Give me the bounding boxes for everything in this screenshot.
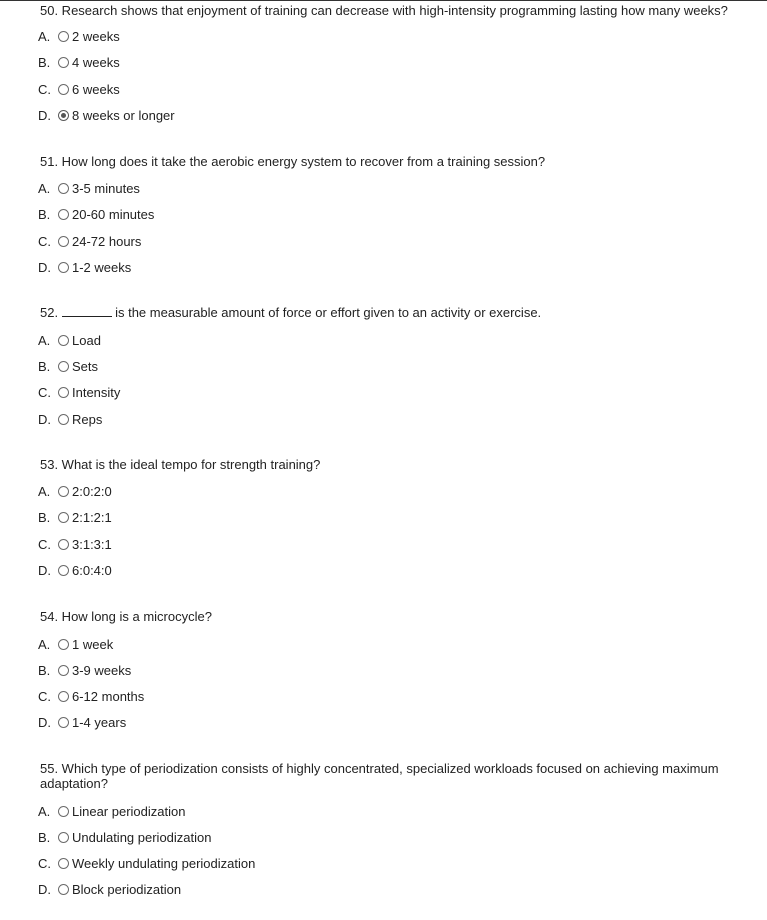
- q55-option-d[interactable]: [38, 880, 181, 898]
- option-label: Reps: [72, 411, 103, 427]
- option-letter: A.: [38, 28, 51, 44]
- radio-button[interactable]: [58, 183, 69, 194]
- radio-button[interactable]: [58, 858, 69, 869]
- radio-button[interactable]: [58, 717, 69, 728]
- option-label: 2:0:2:0: [72, 483, 112, 499]
- radio-button[interactable]: [58, 335, 69, 346]
- option-letter: B.: [38, 509, 51, 525]
- question-51-text: 51. How long does it take the aerobic energy system to recover from a training session?: [40, 154, 546, 169]
- radio-button[interactable]: [58, 884, 69, 895]
- option-letter: A.: [38, 332, 51, 348]
- option-letter: C.: [38, 233, 51, 249]
- option-label: 3:1:3:1: [72, 536, 112, 552]
- radio-button[interactable]: [58, 832, 69, 843]
- question-50-text: 50. Research shows that enjoyment of training can decrease with high-intensity programming lasting how many weeks?: [40, 3, 728, 18]
- option-letter: D.: [38, 562, 51, 578]
- radio-button[interactable]: [58, 512, 69, 523]
- radio-button[interactable]: [58, 262, 69, 273]
- q51-option-a[interactable]: [38, 179, 140, 197]
- question-54: [40, 609, 730, 624]
- radio-button[interactable]: [58, 565, 69, 576]
- option-letter: B.: [38, 829, 51, 845]
- radio-button[interactable]: [58, 31, 69, 42]
- q50-option-d[interactable]: [38, 106, 175, 124]
- option-label: 2 weeks: [72, 28, 120, 44]
- q50-option-b[interactable]: [38, 53, 120, 71]
- q52-option-d[interactable]: [38, 410, 102, 428]
- radio-button[interactable]: [58, 57, 69, 68]
- option-label: 4 weeks: [72, 54, 120, 70]
- radio-button[interactable]: [58, 387, 69, 398]
- fill-in-blank: [62, 305, 112, 317]
- option-label: 6:0:4:0: [72, 562, 112, 578]
- radio-button[interactable]: [58, 236, 69, 247]
- question-55-text: 55. Which type of periodization consists of highly concentrated, specialized workloads focused on achieving maximum adaptation?: [40, 761, 719, 791]
- q52-option-a[interactable]: [38, 331, 101, 349]
- q55-option-b[interactable]: [38, 828, 211, 846]
- radio-button[interactable]: [58, 414, 69, 425]
- q52-option-c[interactable]: [38, 383, 120, 401]
- radio-button[interactable]: [58, 486, 69, 497]
- top-divider: [0, 0, 767, 1]
- radio-button[interactable]: [58, 539, 69, 550]
- radio-button[interactable]: [58, 665, 69, 676]
- q54-option-b[interactable]: [38, 661, 131, 679]
- option-letter: D.: [38, 411, 51, 427]
- question-53-text: 53. What is the ideal tempo for strength training?: [40, 457, 321, 472]
- q54-option-c[interactable]: [38, 687, 144, 705]
- radio-button[interactable]: [58, 209, 69, 220]
- option-label: 1 week: [72, 636, 114, 652]
- option-letter: C.: [38, 536, 51, 552]
- question-53: [40, 457, 730, 472]
- option-label: Sets: [72, 358, 99, 374]
- option-letter: C.: [38, 855, 51, 871]
- q55-option-a[interactable]: [38, 802, 185, 820]
- option-letter: B.: [38, 662, 51, 678]
- option-label: 1-4 years: [72, 714, 127, 730]
- radio-button[interactable]: [58, 84, 69, 95]
- option-label: 2:1:2:1: [72, 509, 112, 525]
- option-letter: B.: [38, 206, 51, 222]
- q53-option-a[interactable]: [38, 482, 112, 500]
- radio-button[interactable]: [58, 639, 69, 650]
- q52-option-b[interactable]: [38, 357, 98, 375]
- q54-option-d[interactable]: [38, 713, 126, 731]
- option-label: Block periodization: [72, 881, 182, 897]
- option-label: 24-72 hours: [72, 233, 142, 249]
- q53-option-d[interactable]: [38, 561, 112, 579]
- option-letter: C.: [38, 688, 51, 704]
- option-letter: A.: [38, 483, 51, 499]
- q50-option-c[interactable]: [38, 80, 120, 98]
- question-52: [40, 305, 730, 320]
- option-label: Undulating periodization: [72, 829, 212, 845]
- option-label: Intensity: [72, 384, 121, 400]
- radio-button[interactable]: [58, 691, 69, 702]
- question-number: 52.: [40, 305, 59, 320]
- radio-button-selected[interactable]: [58, 110, 69, 121]
- option-label: 1-2 weeks: [72, 259, 132, 275]
- option-letter: C.: [38, 81, 51, 97]
- question-52-text: [40, 305, 730, 320]
- q54-option-a[interactable]: [38, 635, 113, 653]
- option-label: 3-9 weeks: [72, 662, 132, 678]
- question-54-text: 54. How long is a microcycle?: [40, 609, 212, 624]
- option-letter: A.: [38, 803, 51, 819]
- q51-option-c[interactable]: [38, 232, 141, 250]
- option-letter: D.: [38, 259, 51, 275]
- q53-option-c[interactable]: [38, 535, 112, 553]
- option-label: 6-12 months: [72, 688, 145, 704]
- option-letter: B.: [38, 54, 51, 70]
- q51-option-b[interactable]: [38, 205, 154, 223]
- option-label: 20-60 minutes: [72, 206, 155, 222]
- option-label: 3-5 minutes: [72, 180, 140, 196]
- option-letter: D.: [38, 107, 51, 123]
- option-letter: D.: [38, 881, 51, 897]
- radio-button[interactable]: [58, 806, 69, 817]
- question-50: [40, 3, 730, 18]
- option-letter: A.: [38, 636, 51, 652]
- option-letter: D.: [38, 714, 51, 730]
- radio-button[interactable]: [58, 361, 69, 372]
- option-letter: C.: [38, 384, 51, 400]
- option-label: Load: [72, 332, 101, 348]
- option-label: Weekly undulating periodization: [72, 855, 256, 871]
- q51-option-d[interactable]: [38, 258, 131, 276]
- option-label: Linear periodization: [72, 803, 186, 819]
- option-letter: B.: [38, 358, 51, 374]
- q53-option-b[interactable]: [38, 508, 112, 526]
- question-52-stem: is the measurable amount of force or effort given to an activity or exercise.: [115, 305, 542, 320]
- question-55: [40, 761, 730, 791]
- q50-option-a[interactable]: [38, 27, 120, 45]
- option-label: 8 weeks or longer: [72, 107, 175, 123]
- option-letter: A.: [38, 180, 51, 196]
- q55-option-c[interactable]: [38, 854, 255, 872]
- question-51: [40, 154, 730, 169]
- option-label: 6 weeks: [72, 81, 120, 97]
